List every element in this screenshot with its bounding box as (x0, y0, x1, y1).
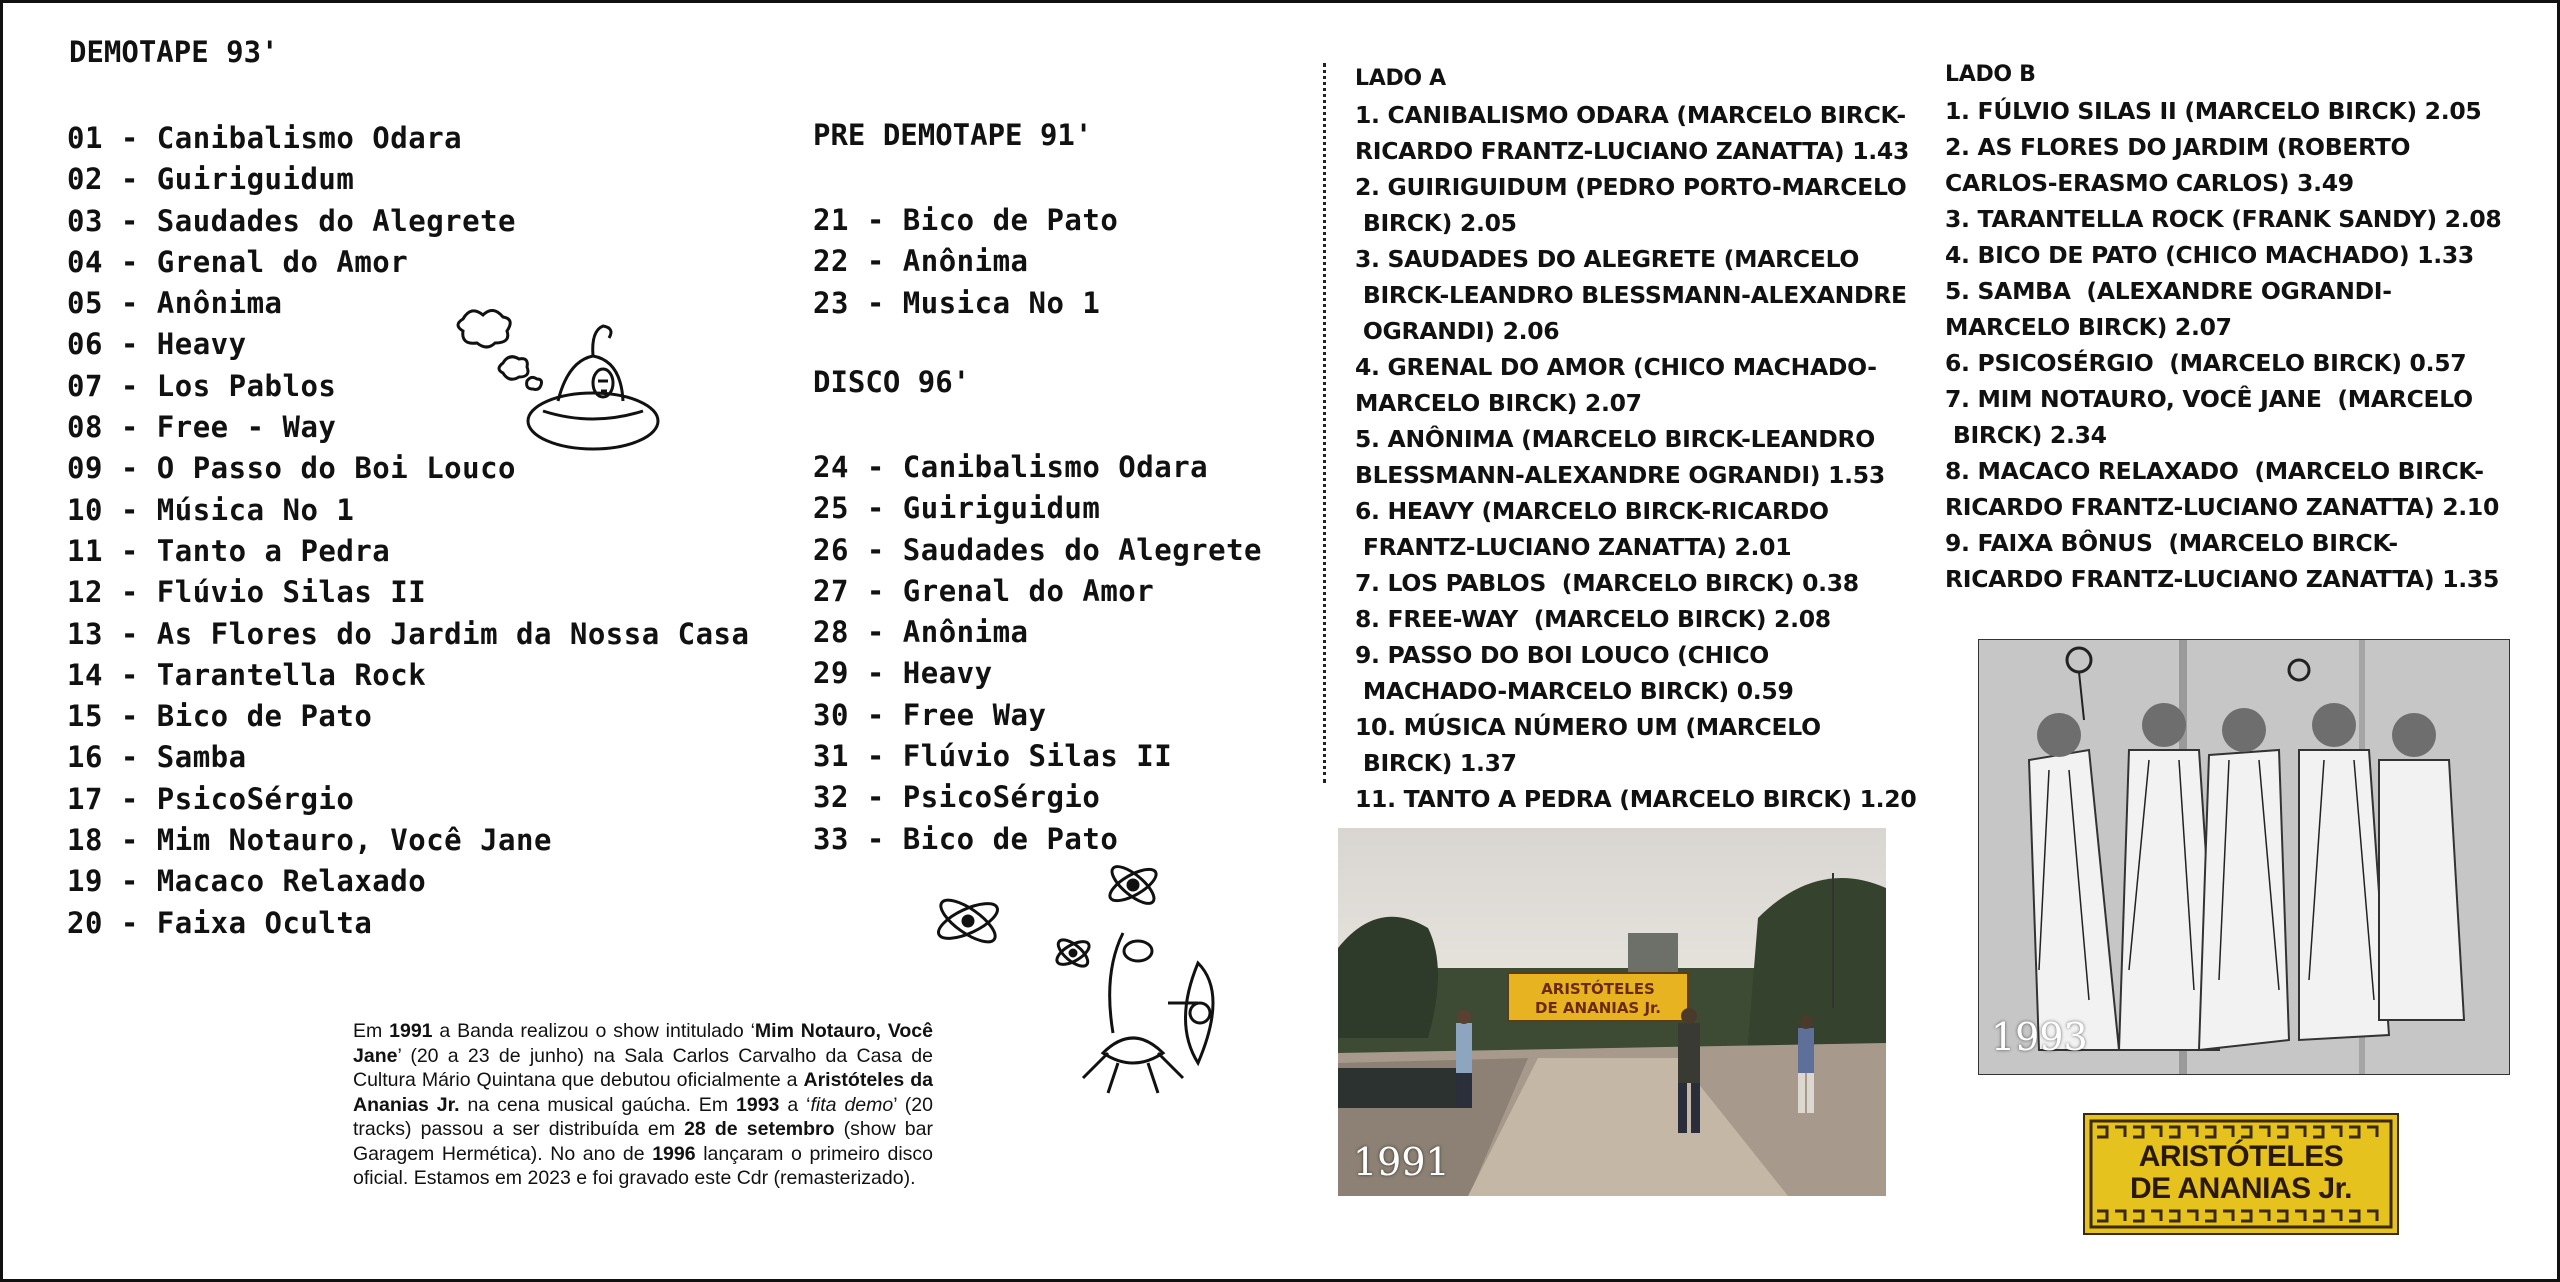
list-item: 12 - Flúvio Silas II (67, 575, 427, 610)
lado-b-list (1945, 57, 2501, 597)
list-item: RICARDO FRANTZ-LUCIANO ZANATTA) 1.43 (1355, 137, 1909, 165)
photo-1991-banner-line2: DE ANANIAS Jr. (1535, 999, 1661, 1017)
lado-a-list (1355, 61, 1916, 817)
list-item: CARLOS-ERASMO CARLOS) 3.49 (1945, 169, 2354, 197)
list-item: 2. GUIRIGUIDUM (PEDRO PORTO-MARCELO (1355, 173, 1907, 201)
list-item: 4. GRENAL DO AMOR (CHICO MACHADO- (1355, 353, 1877, 381)
photo-1991-banner-line1: ARISTÓTELES (1541, 980, 1655, 998)
list-item: 3. SAUDADES DO ALEGRETE (MARCELO (1355, 245, 1860, 273)
list-item: 06 - Heavy (67, 327, 247, 362)
list-item: 18 - Mim Notauro, Você Jane (67, 823, 552, 858)
list-item: 04 - Grenal do Amor (67, 244, 409, 279)
list-item: BIRCK) 1.37 (1355, 749, 1517, 777)
list-item: MARCELO BIRCK) 2.07 (1945, 313, 2232, 341)
list-item: 31 - Flúvio Silas II (813, 739, 1173, 774)
list-item: 16 - Samba (67, 740, 247, 775)
list-item: 27 - Grenal do Amor (813, 573, 1155, 608)
photo-1993-year: 1993 (1991, 1015, 2088, 1059)
list-item: 29 - Heavy (813, 656, 993, 691)
history-paragraph: Em 1991 a Banda realizou o show intitulado ‘Mim Notauro, Você Jane’ (20 a 23 de junho) na Sala Carlos Carvalho da Casa de Cultura Mário Quintana que debutou oficialmente a Aristóteles da Ananias Jr. na cena musical gaúcha. Em 1993 a ‘fita demo’ (20 tracks) passou a ser distribuída em 28 de setembro (show bar Garagem Hermética). No ano de 1996 lançaram o primeiro disco oficial. Estamos em 2023 e foi gravado este Cdr (remasterizado). (353, 1020, 933, 1189)
list-item: 6. HEAVY (MARCELO BIRCK-RICARDO (1355, 497, 1829, 525)
list-item: RICARDO FRANTZ-LUCIANO ZANATTA) 1.35 (1945, 565, 2499, 593)
list-item: 10 - Música No 1 (67, 492, 355, 527)
pre-demotape91-tracklist (813, 200, 1118, 324)
list-item: 1. FÚLVIO SILAS II (MARCELO BIRCK) 2.05 (1945, 97, 2482, 125)
list-item: MARCELO BIRCK) 2.07 (1355, 389, 1642, 417)
list-item: 25 - Guiriguidum (813, 491, 1101, 526)
list-item: 7. LOS PABLOS (MARCELO BIRCK) 0.38 (1355, 569, 1859, 597)
list-item: 21 - Bico de Pato (813, 203, 1119, 237)
list-item: 5. ANÔNIMA (MARCELO BIRCK-LEANDRO (1355, 425, 1875, 453)
list-item: 6. PSICOSÉRGIO (MARCELO BIRCK) 0.57 (1945, 349, 2467, 377)
list-item: BLESSMANN-ALEXANDRE OGRANDI) 1.53 (1355, 461, 1885, 489)
list-item: 33 - Bico de Pato (813, 821, 1119, 856)
list-item: BIRCK-LEANDRO BLESSMANN-ALEXANDRE (1355, 281, 1907, 309)
list-item: 08 - Free - Way (67, 410, 337, 445)
list-item: 7. MIM NOTAURO, VOCÊ JANE (MARCELO (1945, 385, 2473, 413)
list-item: 11 - Tanto a Pedra (67, 533, 391, 568)
list-item: 20 - Faixa Oculta (67, 905, 373, 940)
lado-a-heading: LADO A (1355, 66, 1446, 91)
list-item: 17 - PsicoSérgio (67, 781, 355, 816)
list-item: 9. FAIXA BÔNUS (MARCELO BIRCK- (1945, 529, 2398, 557)
logo-line1: ARISTÓTELES (2138, 1140, 2344, 1173)
lado-b-heading: LADO B (1945, 62, 2036, 87)
list-item: 07 - Los Pablos (67, 368, 337, 403)
list-item: 13 - As Flores do Jardim da Nossa Casa (67, 616, 750, 651)
list-item: 05 - Anônima (67, 286, 283, 321)
list-item: 28 - Anônima (813, 615, 1029, 650)
photo-1991-year: 1991 (1353, 1140, 1450, 1184)
list-item: 15 - Bico de Pato (67, 699, 373, 734)
list-item: 3. TARANTELLA ROCK (FRANK SANDY) 2.08 (1945, 205, 2502, 233)
disco96-heading: DISCO 96' (813, 365, 971, 399)
list-item: 03 - Saudades do Alegrete (67, 203, 516, 238)
list-item: 09 - O Passo do Boi Louco (67, 451, 516, 486)
list-item: BIRCK) 2.34 (1945, 421, 2107, 449)
list-item: FRANTZ-LUCIANO ZANATTA) 2.01 (1355, 533, 1792, 561)
band-logo (2083, 1113, 2399, 1235)
list-item: 8. MACACO RELAXADO (MARCELO BIRCK- (1945, 457, 2484, 485)
list-item: OGRANDI) 2.06 (1355, 317, 1560, 345)
list-item: 32 - PsicoSérgio (813, 780, 1101, 815)
list-item: 11. TANTO A PEDRA (MARCELO BIRCK) 1.20 (1355, 785, 1917, 813)
logo-line2: DE ANANIAS Jr. (2130, 1172, 2352, 1205)
list-item: 4. BICO DE PATO (CHICO MACHADO) 1.33 (1945, 241, 2474, 269)
list-item: 22 - Anônima (813, 244, 1029, 279)
list-item: 8. FREE-WAY (MARCELO BIRCK) 2.08 (1355, 605, 1831, 633)
list-item: 1. CANIBALISMO ODARA (MARCELO BIRCK- (1355, 101, 1906, 129)
disco96-tracklist (813, 447, 1262, 860)
demotape93-tracklist (67, 118, 749, 944)
list-item: 01 - Canibalismo Odara (67, 121, 463, 155)
list-item: RICARDO FRANTZ-LUCIANO ZANATTA) 2.10 (1945, 493, 2499, 521)
list-item: BIRCK) 2.05 (1355, 209, 1517, 237)
atom-character-doodle (928, 853, 1248, 1113)
photo-1993-scene (1979, 640, 2509, 1074)
list-item: 19 - Macaco Relaxado (67, 864, 427, 899)
photo-1991 (1338, 828, 1886, 1196)
list-item: MACHADO-MARCELO BIRCK) 0.59 (1355, 677, 1794, 705)
list-item: 2. AS FLORES DO JARDIM (ROBERTO (1945, 133, 2411, 161)
list-item: 5. SAMBA (ALEXANDRE OGRANDI- (1945, 277, 2392, 305)
list-item: 30 - Free Way (813, 697, 1047, 732)
list-item: 10. MÚSICA NÚMERO UM (MARCELO (1355, 713, 1821, 741)
ufo-doodle (443, 301, 663, 476)
list-item: 14 - Tarantella Rock (67, 657, 427, 692)
demotape93-heading: DEMOTAPE 93' (69, 35, 279, 69)
list-item: 02 - Guiriguidum (67, 162, 355, 197)
photo-1993 (1978, 639, 2510, 1075)
list-item: 23 - Musica No 1 (813, 285, 1101, 320)
list-item: 24 - Canibalismo Odara (813, 450, 1209, 484)
list-item: 26 - Saudades do Alegrete (813, 532, 1262, 567)
fold-divider (1323, 63, 1326, 783)
pre-demotape91-heading: PRE DEMOTAPE 91' (813, 118, 1093, 152)
list-item: 9. PASSO DO BOI LOUCO (CHICO (1355, 641, 1769, 669)
